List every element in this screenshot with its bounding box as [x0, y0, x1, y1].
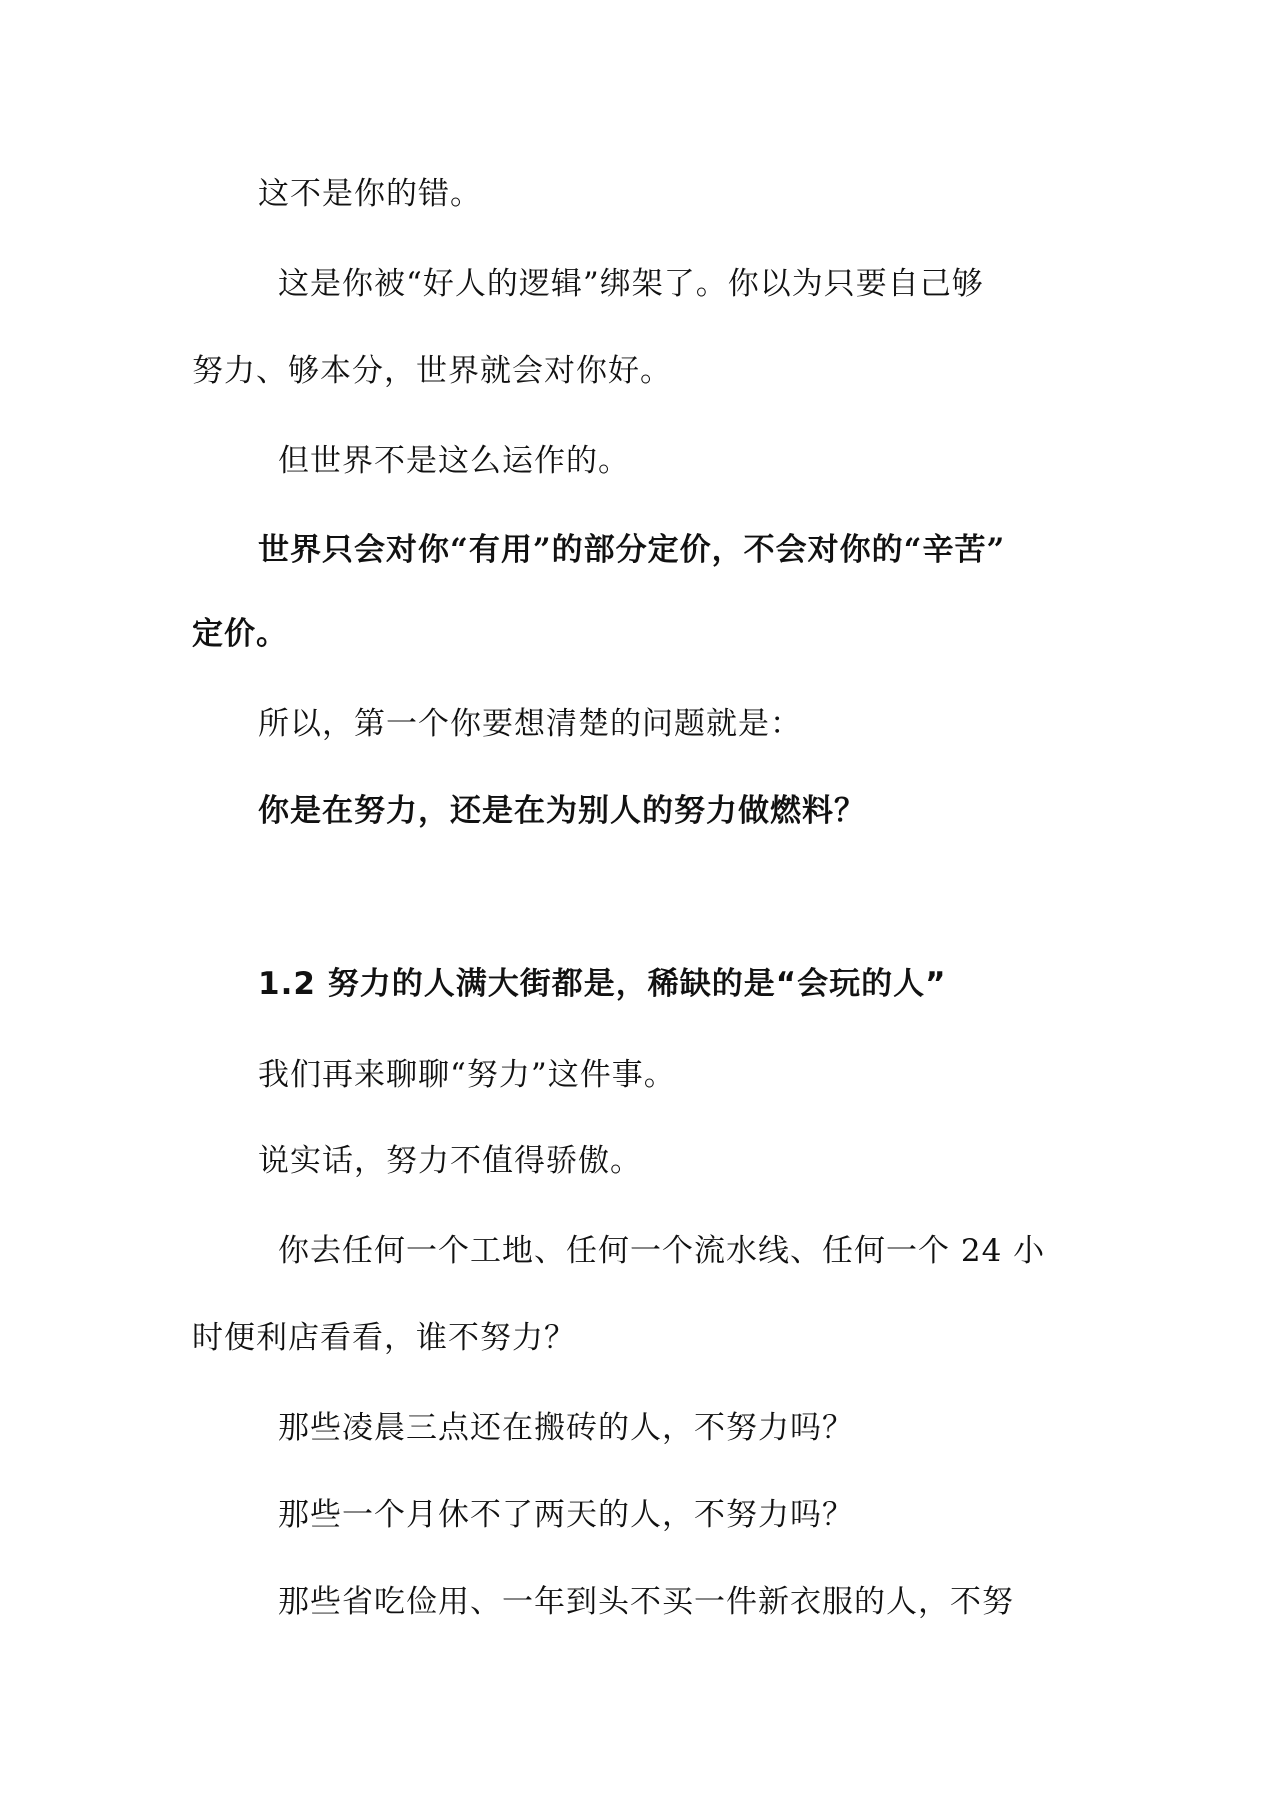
paragraph-line: 时便利店看看，谁不努力？: [192, 1320, 576, 1356]
paragraph-line: 你去任何一个工地、任何一个流水线、任何一个 24 小: [278, 1233, 1046, 1269]
paragraph-line: 那些省吃俭用、一年到头不买一件新衣服的人，不努: [278, 1584, 1014, 1620]
paragraph-line: 说实话，努力不值得骄傲。: [258, 1143, 642, 1179]
paragraph-line: 所以，第一个你要想清楚的问题就是：: [258, 706, 802, 742]
paragraph-line: 努力、够本分，世界就会对你好。: [192, 353, 672, 389]
bold-paragraph-line: 世界只会对你“有用”的部分定价，不会对你的“辛苦”: [258, 532, 1006, 568]
paragraph-line: 但世界不是这么运作的。: [278, 443, 630, 479]
section-heading: 1.2 努力的人满大街都是，稀缺的是“会玩的人”: [258, 966, 947, 1002]
paragraph-line: 我们再来聊聊“努力”这件事。: [258, 1057, 676, 1093]
paragraph-line: 这是你被“好人的逻辑”绑架了。你以为只要自己够: [278, 266, 984, 302]
paragraph-line: 那些凌晨三点还在搬砖的人，不努力吗？: [278, 1410, 854, 1446]
bold-question-line: 你是在努力，还是在为别人的努力做燃料？: [258, 793, 866, 829]
paragraph-line: 这不是你的错。: [258, 176, 482, 212]
bold-paragraph-line: 定价。: [192, 616, 288, 652]
paragraph-line: 那些一个月休不了两天的人，不努力吗？: [278, 1497, 854, 1533]
